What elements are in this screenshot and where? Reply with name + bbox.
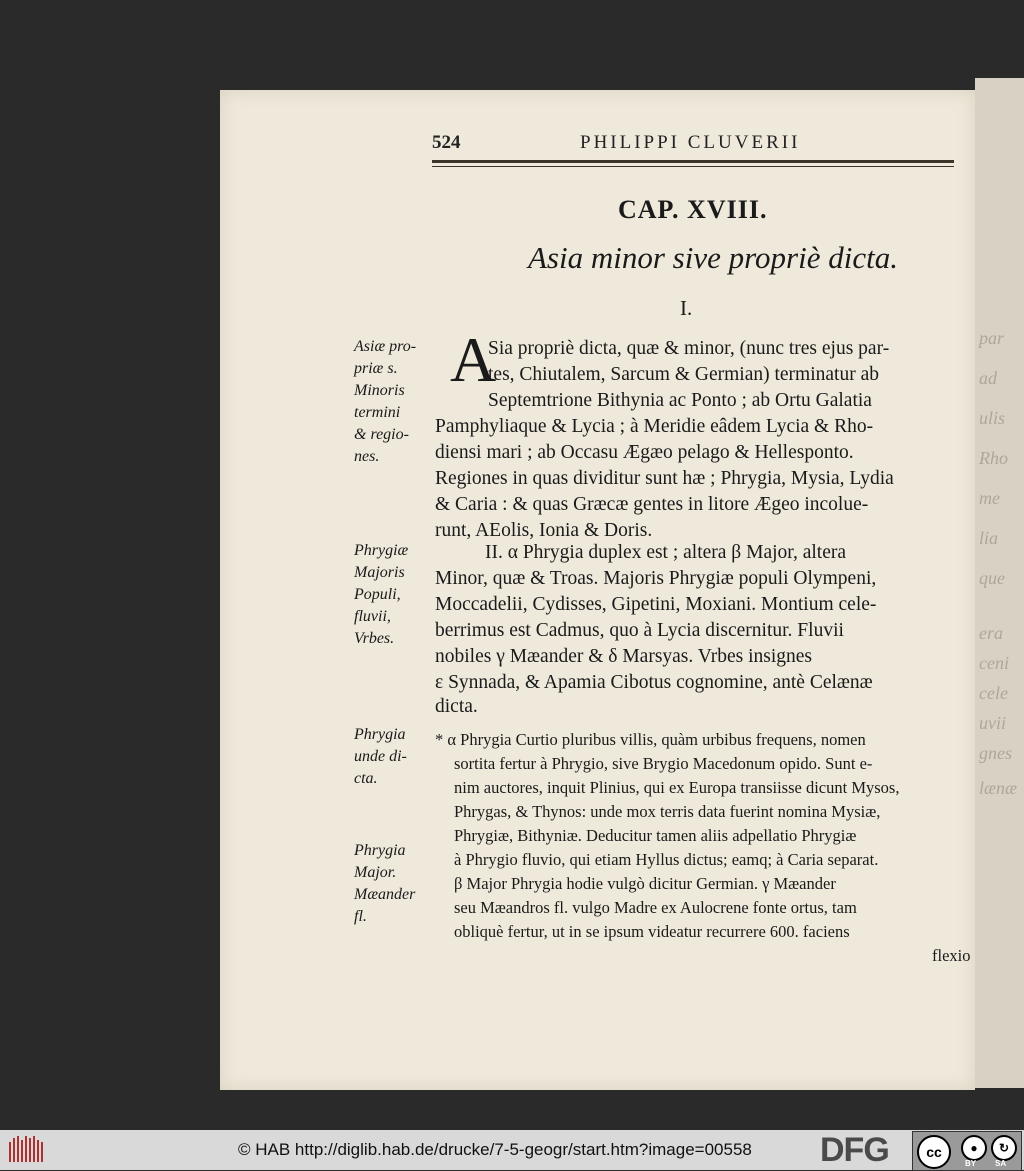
by-icon: ● xyxy=(961,1135,987,1161)
body-line: berrimus est Cadmus, quo à Lycia discernitur. Fluvii xyxy=(435,620,844,641)
sa-label: SA xyxy=(995,1159,1007,1168)
chapter-heading: CAP. XVIII. xyxy=(618,195,768,224)
footnote-line: * α Phrygia Curtio pluribus villis, quàm urbibus frequens, nomen xyxy=(435,730,866,749)
footnote-line: Phrygas, & Thynos: unde mox terris data fuerint nomina Mysiæ, xyxy=(454,802,881,821)
body-line: & Caria : & quas Græcæ gentes in litore Ægeo incolue- xyxy=(435,494,869,515)
body-line: Sia propriè dicta, quæ & minor, (nunc tres ejus par- xyxy=(488,338,890,359)
margin-note: Phrygia Major. Mæander fl. xyxy=(354,842,416,925)
page-number: 524 xyxy=(432,132,461,153)
footer-citation-link[interactable]: © HAB http://diglib.hab.de/drucke/7-5-geogr/start.htm?image=00558 xyxy=(238,1140,752,1159)
body-line: II. α Phrygia duplex est ; altera β Major, altera xyxy=(485,542,847,563)
footnote-line: à Phrygio fluvio, qui etiam Hyllus dictus; eamq; à Caria separat. xyxy=(454,850,879,869)
body-line: runt, AEolis, Ionia & Doris. xyxy=(435,520,653,541)
running-head-title: PHILIPPI CLUVERII xyxy=(580,132,801,153)
body-line: Regiones in quas dividitur sunt hæ ; Phrygia, Mysia, Lydia xyxy=(435,468,894,489)
body-line: Septemtrione Bithynia ac Ponto ; ab Ortu Galatia xyxy=(488,390,872,411)
body-line: dicta. xyxy=(435,696,478,717)
document-page xyxy=(220,90,975,1090)
cc-license-badge[interactable] xyxy=(912,1131,1022,1171)
body-line: tes, Chiutalem, Sarcum & Germian) terminatur ab xyxy=(488,364,879,385)
footnote-line: sortita fertur à Phrygio, sive Brygio Macedonum opido. Sunt e- xyxy=(454,754,873,773)
footnote-line: obliquè fertur, ut in se ipsum videatur recurrere 600. faciens xyxy=(454,922,850,941)
adjacent-page-edge: par ad ulis Rho me lia que era ceni cele uvii gnes lænæ xyxy=(975,78,1024,1088)
footnote-line: seu Mæandros fl. vulgo Madre ex Aulocrene fonte ortus, tam xyxy=(454,898,857,917)
body-line: Moccadelii, Cydisses, Gipetini, Moxiani. Montium cele- xyxy=(435,594,877,615)
footnote-line: nim auctores, inquit Plinius, qui ex Europa transiisse dicunt Mysos, xyxy=(454,778,900,797)
cc-icon: cc xyxy=(917,1135,951,1169)
margin-note: Asiæ pro- priæ s. Minoris termini & regio- nes. xyxy=(354,338,417,465)
body-line: ε Synnada, & Apamia Cibotus cognomine, antè Celænæ xyxy=(435,672,873,693)
body-line: diensi mari ; ab Occasu Ægæo pelago & Hellesponto. xyxy=(435,442,854,463)
margin-note: Phrygia unde di- cta. xyxy=(354,726,407,787)
drop-cap: A xyxy=(450,324,497,395)
margin-note: Phrygiæ Majoris Populi, fluvii, Vrbes. xyxy=(354,542,409,647)
section-number: I. xyxy=(680,296,693,320)
chapter-subtitle: Asia minor sive propriè dicta. xyxy=(528,240,898,275)
body-line: nobiles γ Mæander & δ Marsyas. Vrbes insignes xyxy=(435,646,812,667)
footnote-catchword: flexio xyxy=(932,946,971,965)
hab-logo-icon[interactable] xyxy=(6,1132,48,1168)
body-line: Pamphyliaque & Lycia ; à Meridie eâdem Lycia & Rho- xyxy=(435,416,874,437)
body-line: Minor, quæ & Troas. Majoris Phrygiæ populi Olympeni, xyxy=(435,568,877,589)
footnote-line: β Major Phrygia hodie vulgò dicitur Germian. γ Mæander xyxy=(454,874,836,893)
dfg-logo[interactable]: DFG xyxy=(820,1131,889,1169)
footnote-line: Phrygiæ, Bithyniæ. Deducitur tamen aliis adpellatio Phrygiæ xyxy=(454,826,857,845)
sa-icon: ↻ xyxy=(991,1135,1017,1161)
by-label: BY xyxy=(965,1159,977,1168)
header-rule xyxy=(432,160,954,167)
